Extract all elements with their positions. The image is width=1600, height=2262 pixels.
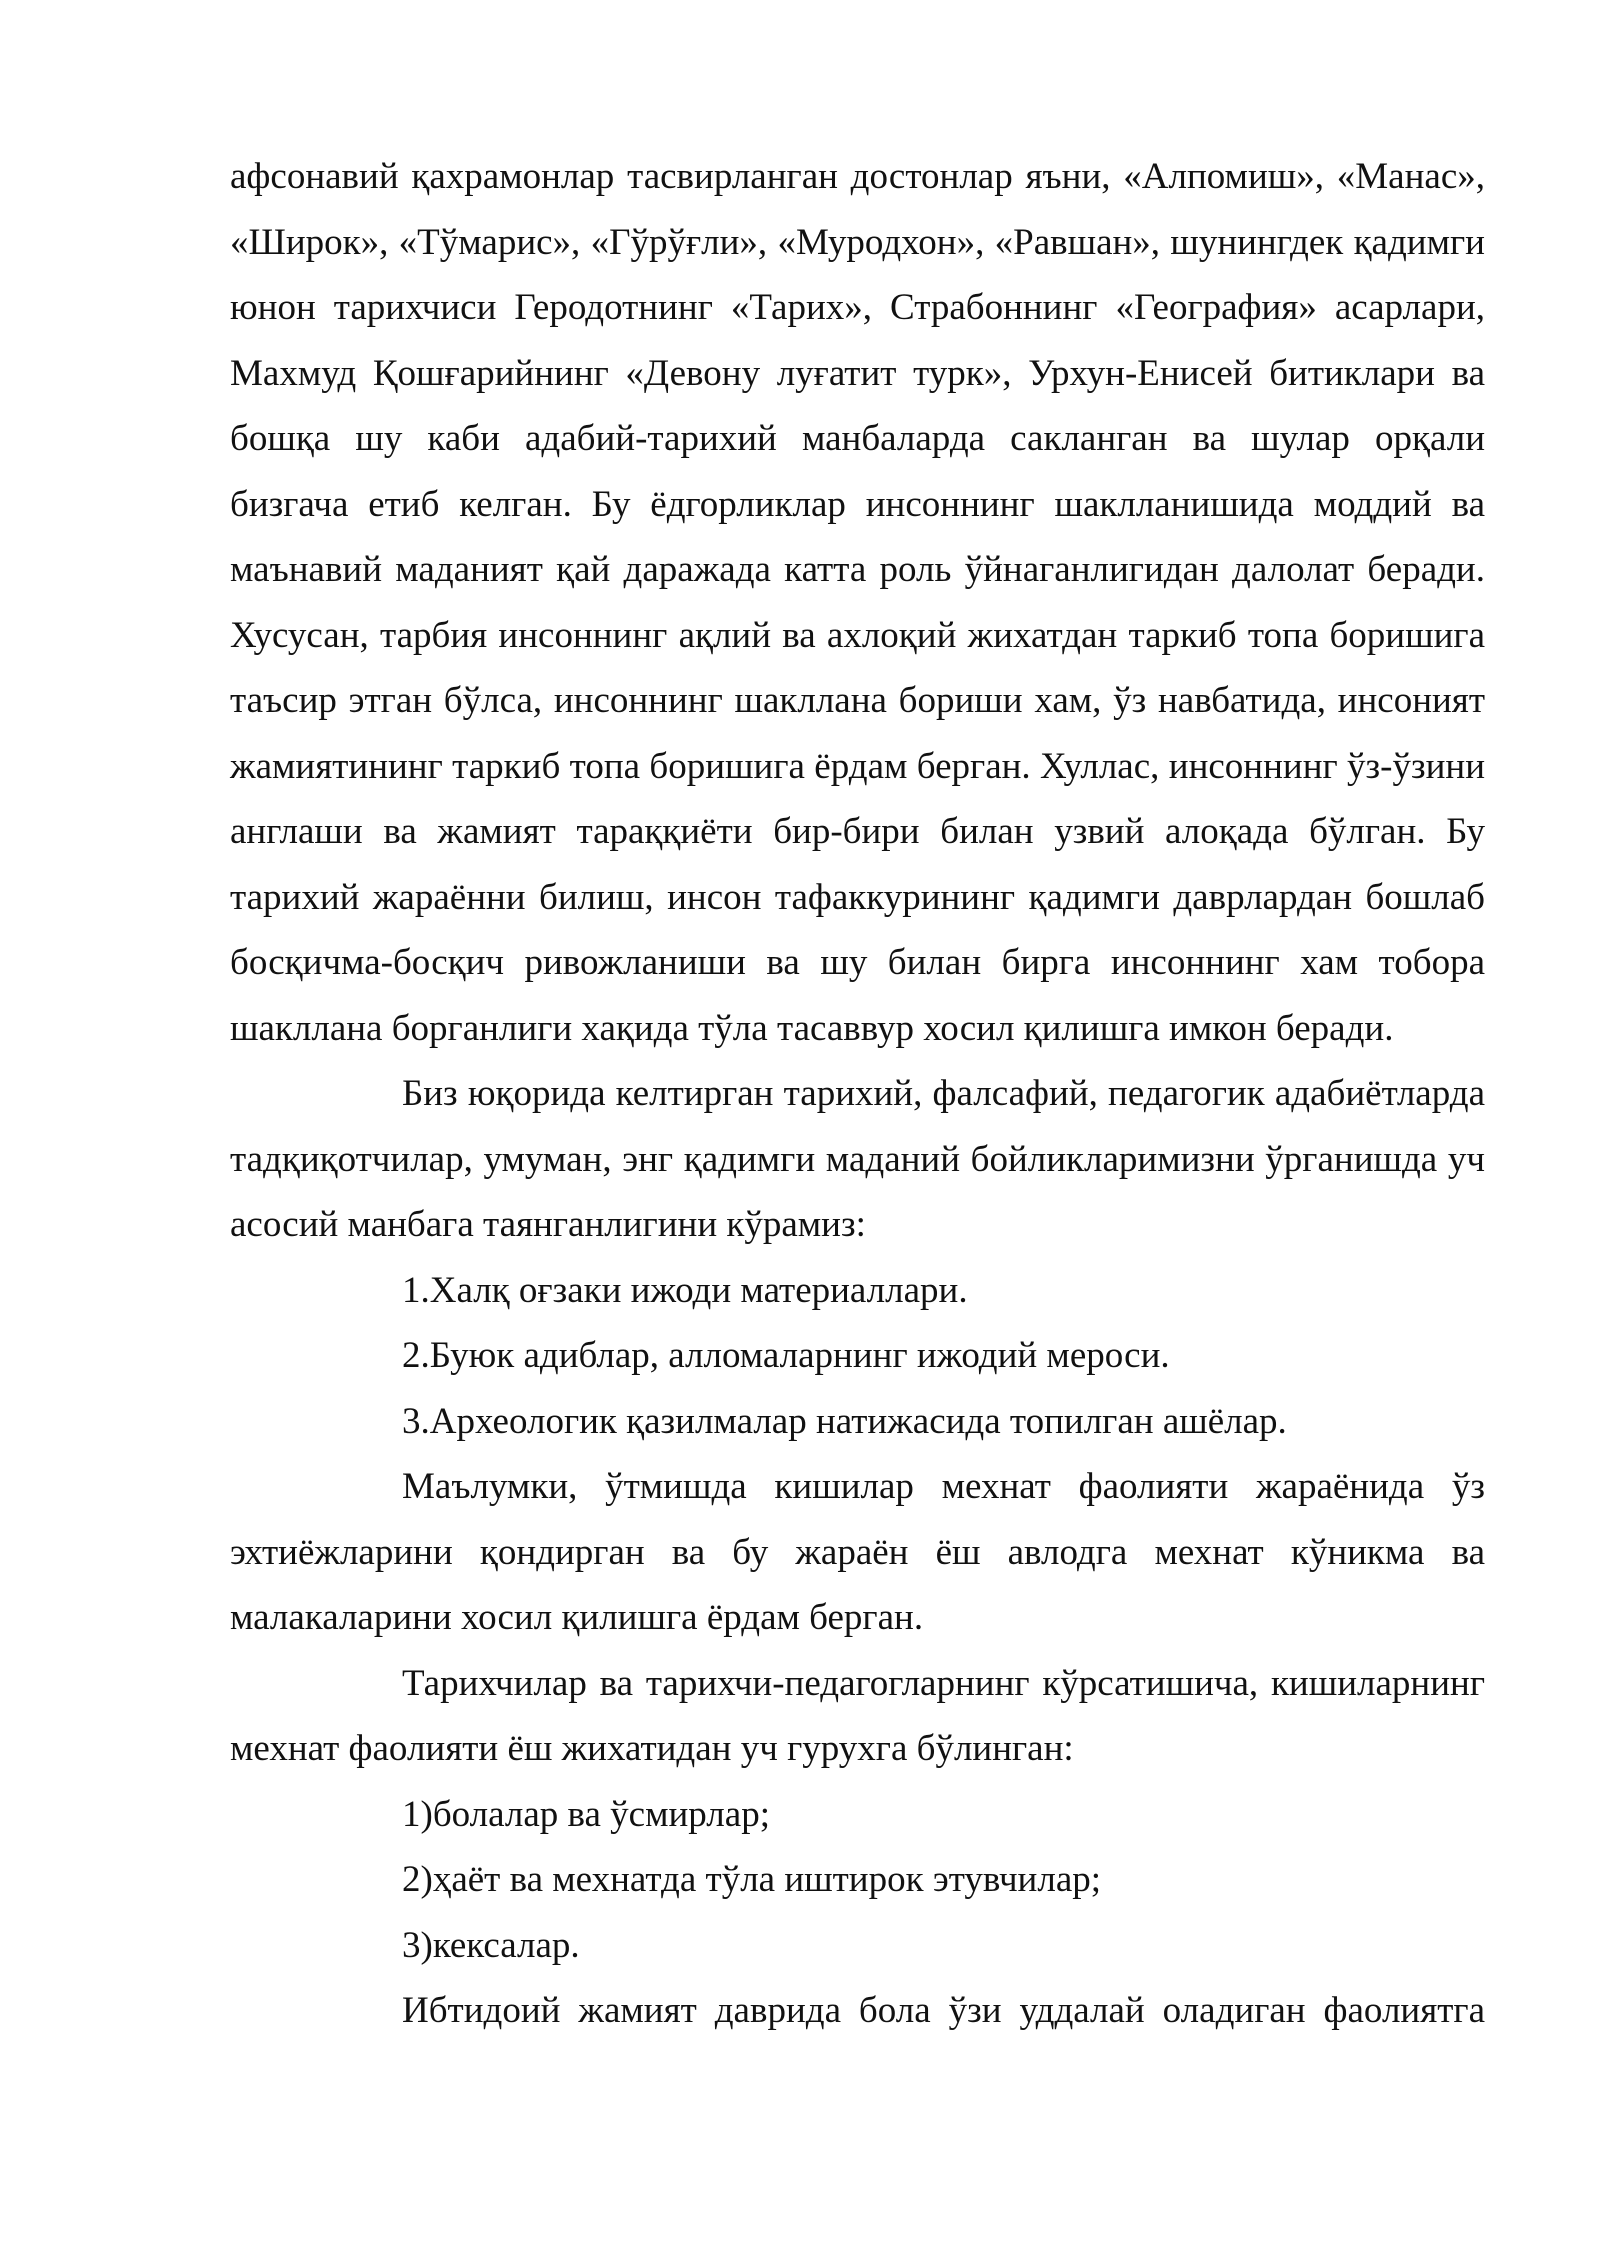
paragraph-labor-activity: Маълумки, ўтмишда кишилар мехнат фаолияти жараёнида ўз эхтиёжларини қондирган ва бу жараён ёш авлодга мехнат кўникма ва малакаларини хосил қилишга ёрдам берган.	[230, 1466, 1485, 1638]
list-item-age-group-1: 1)болалар ва ўсмирлар;	[402, 1793, 770, 1835]
list-item-source-2: 2.Буюк адиблар, алломаларнинг ижодий мероси.	[402, 1335, 1170, 1376]
document-body	[230, 144, 1485, 2044]
list-item-age-group-3: 3)кексалар.	[402, 1924, 580, 1966]
paragraph-age-groups-intro: Тарихчилар ва тарихчи-педагогларнинг кўрсатишича, кишиларнинг мехнат фаолияти ёш жихатидан уч гурухга бўлинган:	[230, 1662, 1485, 1769]
paragraph-primitive-society: Ибтидоий жамият даврида бола ўзи уддалай оладиган фаолиятга	[402, 1990, 1485, 2031]
list-item-source-3: 3.Археологик қазилмалар натижасида топилган ашёлар.	[402, 1400, 1287, 1442]
paragraph-heroic-epics: афсонавий қахрамонлар тасвирланган достонлар яъни, «Алпомиш», «Манас», «Широк», «Тўмарис», «Гўрўғли», «Муродхон», «Равшан», шунингдек қадимги юнон тарихчиси Геродотнинг «Тарих», Страбоннинг «География» асарлари, Махмуд Қошғарийнинг «Девону луғатит турк», Урхун-Енисей битиклари ва бошқа шу каби адабий-тарихий манбаларда сакланган ва шулар орқали бизгача етиб келган. Бу ёдгорликлар инсоннинг шаклланишида моддий ва маънавий маданият қай даражада катта роль ўйнаганлигидан далолат беради. Хусусан, тарбия инсоннинг ақлий ва ахлоқий жихатдан таркиб топа боришига таъсир этган бўлса, инсоннинг шакллана бориши хам, ўз навбатида, инсоният жамиятининг таркиб топа боришига ёрдам берган. Хуллас, инсоннинг ўз-ўзини англаши ва жамият тараққиёти бир-бири билан узвий алоқада бўлган. Бу тарихий жараённи билиш, инсон тафаккурининг қадимги даврлардан бошлаб босқичма-босқич ривожланиши ва шу билан бирга инсоннинг хам тобора шакллана борганлиги хақида тўла тасаввур хосил қилишга имкон беради.	[230, 156, 1485, 1049]
paragraph-three-sources-intro: Биз юқорида келтирган тарихий, фалсафий, педагогик адабиётларда тадқиқотчилар, умуман, энг қадимги маданий бойликларимизни ўрганишда уч асосий манбага таянганлигини кўрамиз:	[230, 1073, 1485, 1245]
list-item-age-group-2: 2)ҳаёт ва мехнатда тўла иштирок этувчилар;	[402, 1859, 1102, 1900]
list-item-source-1: 1.Халқ оғзаки ижоди материаллари.	[402, 1269, 968, 1311]
